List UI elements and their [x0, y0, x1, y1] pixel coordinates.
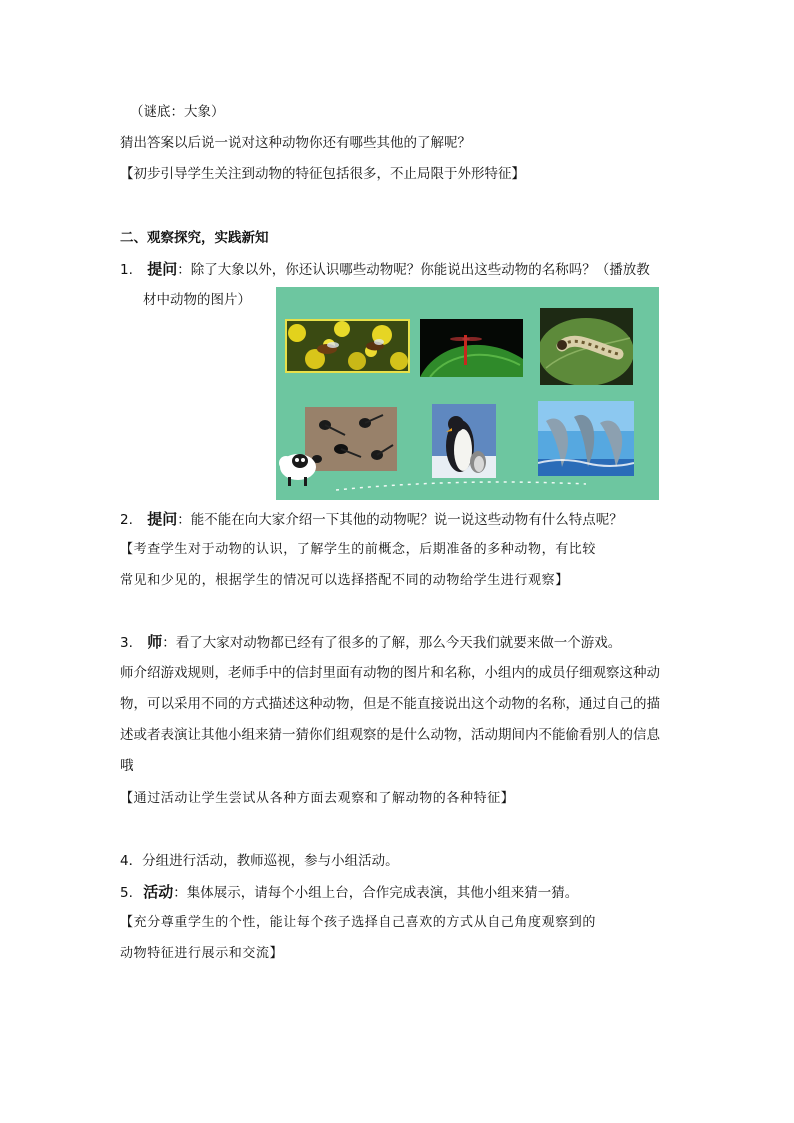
item3-num: 3.: [120, 635, 133, 651]
item2-text: ：能不能在向大家介绍一下其他的动物呢？说一说这些动物有什么特点呢？: [177, 512, 623, 528]
dotted-trail: [336, 480, 586, 492]
intro-note: 【初步引导学生关注到动物的特征包括很多，不止局限于外形特征】: [120, 166, 525, 182]
caterpillar-photo: [540, 308, 633, 385]
item1-keyword: 提问: [147, 260, 178, 278]
item3-line: [120, 632, 621, 653]
dragonfly-photo: [420, 319, 523, 377]
item1-num: 1.: [120, 262, 133, 278]
item2-line: [120, 509, 623, 530]
item5-num: 5.: [120, 885, 133, 901]
follow-question: 猜出答案以后说一说对这种动物你还有哪些其他的了解呢？: [120, 135, 471, 151]
item1-line2: 材中动物的图片）: [143, 292, 251, 308]
item3-para-line4: 哦: [120, 758, 134, 774]
item5-note-line1: 【充分尊重学生的个性，能让每个孩子选择自己喜欢的方式从自己角度观察到的: [120, 915, 597, 930]
sheep-icon: [278, 447, 322, 487]
item3-note: 【通过活动让学生尝试从各种方面去观察和了解动物的各种特征】: [120, 791, 515, 806]
item2-keyword: 提问: [147, 510, 178, 528]
item3-text: ：看了大家对动物都已经有了很多的了解，那么今天我们就要来做一个游戏。: [162, 635, 622, 651]
item5-note-line2: 动物特征进行展示和交流】: [120, 946, 284, 961]
item2-note-line2: 常见和少见的，根据学生的情况可以选择搭配不同的动物给学生进行观察】: [120, 573, 569, 588]
animal-pictures-panel: [276, 287, 659, 500]
item5-keyword: 活动: [143, 883, 174, 901]
item1-text: ：除了大象以外，你还认识哪些动物呢？你能说出这些动物的名称吗？（播放教: [177, 262, 650, 278]
item1-line1: [120, 259, 650, 280]
item4-line: 4．分组进行活动，教师巡视，参与小组活动。: [120, 853, 399, 869]
item3-para-line1: 师介绍游戏规则，老师手中的信封里面有动物的图片和名称，小组内的成员仔细观察这种动: [120, 665, 660, 681]
dolphin-photo: [538, 401, 634, 476]
section-heading: 二、观察探究，实践新知: [120, 230, 269, 246]
item3-keyword: 师: [147, 633, 163, 651]
penguin-photo: [432, 404, 496, 478]
item5-text: ：集体展示，请每个小组上台，合作完成表演，其他小组来猜一猜。: [173, 885, 579, 901]
bee-photo: [287, 321, 408, 371]
riddle-answer: （谜底：大象）: [130, 104, 225, 120]
item3-para-line3: 述或者表演让其他小组来猜一猜你们组观察的是什么动物，活动期间内不能偷看别人的信息: [120, 727, 660, 743]
item3-para-line2: 物，可以采用不同的方式描述这种动物，但是不能直接说出这个动物的名称，通过自己的描: [120, 696, 660, 712]
item2-num: 2.: [120, 512, 133, 528]
item2-note-line1: 【考查学生对于动物的认识，了解学生的前概念，后期准备的多种动物，有比较: [120, 542, 597, 557]
item5-line: [120, 882, 578, 903]
